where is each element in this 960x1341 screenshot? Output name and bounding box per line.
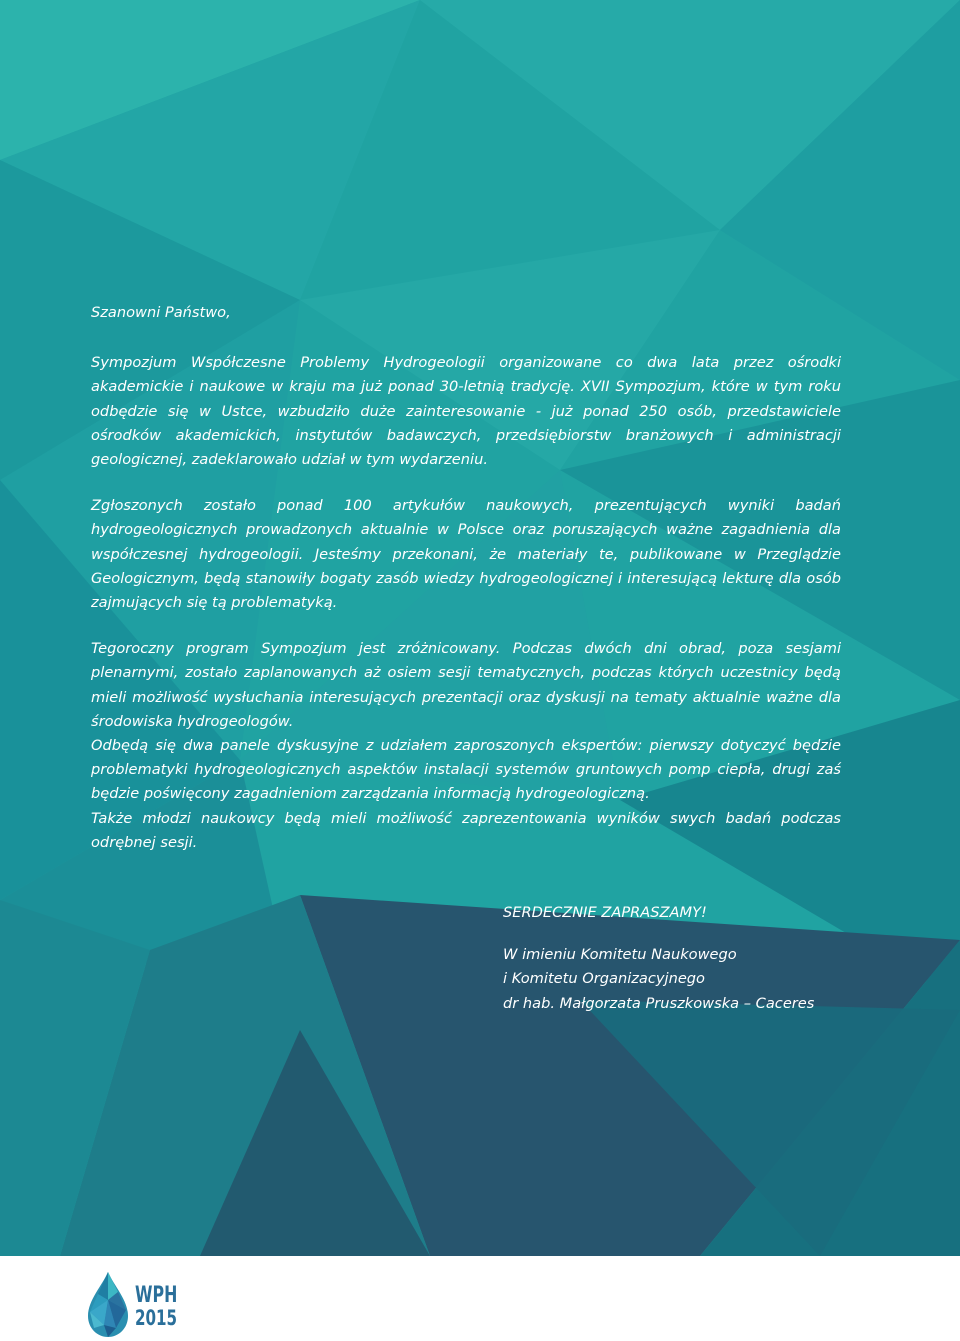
signature-line-2: i Komitetu Organizacyjnego (503, 970, 705, 988)
logo-name: WPH (135, 1283, 178, 1308)
paragraph-intro: Sympozjum Współczesne Problemy Hydrogeologii organizowane co dwa lata przez ośrodki akademickie i naukowe w kraju ma już ponad 30-letnią tradycję. XVII Sympozjum, które w tym roku odbędzie się w Ustce, wzbudziło duże zainteresowanie - już ponad 250 osób, przedstawiciele ośrodków akademickich, instytutów badawczych, przedsiębiorstw branżowych i administracji geologicznej, zadeklarowało udział w tym wydarzeniu. (91, 354, 841, 469)
paragraph-young-scientists: Także młodzi naukowcy będą mieli możliwość zaprezentowania wyników swych badań podczas odrębnej sesji. (91, 809, 841, 851)
paragraph-program: Tegoroczny program Sympozjum jest zróżnicowany. Podczas dwóch dni obrad, poza sesjami plenarnymi, zostało zaplanowanych aż osiem sesji tematycznych, podczas których uczestnicy będą mieli możliwość wysłuchania interesujących prezentacji oraz dyskusji na tematy aktualnie ważne dla środowiska hydrogeologów. (91, 640, 841, 730)
logo-text (135, 1285, 177, 1329)
logo-year: 2015 (135, 1306, 178, 1330)
signature-line-1: W imieniu Komitetu Naukowego (503, 946, 737, 964)
signature-name: dr hab. Małgorzata Pruszkowska – Caceres (503, 994, 815, 1012)
paragraph-panels: Odbędą się dwa panele dyskusyjne z udziałem zaproszonych ekspertów: pierwszy dotyczyć będzie problematyki hydrogeologicznych aspektów instalacji systemów gruntowych pomp ciepła, drugi zaś będzie poświęcony zagadnieniom zarządzania informacją hydrogeologiczną. (91, 737, 841, 803)
salutation: Szanowni Państwo, (91, 304, 231, 321)
signature-block (503, 901, 814, 1016)
letter-body (91, 301, 841, 855)
closing-line: SERDECZNIE ZAPRASZAMY! (503, 904, 707, 921)
paragraph-articles: Zgłoszonych zostało ponad 100 artykułów naukowych, prezentujących wyniki badań hydrogeologicznych prowadzonych aktualnie w Polsce oraz poruszających ważne zagadnienia dla współczesnej hydrogeologii. Jesteśmy przekonani, że materiały te, publikowane w Przeglądzie Geologicznym, będą stanowiły bogaty zasób wiedzy hydrogeologicznej i interesującą lekturę dla osób zajmujących się tą problematyką. (91, 497, 841, 612)
